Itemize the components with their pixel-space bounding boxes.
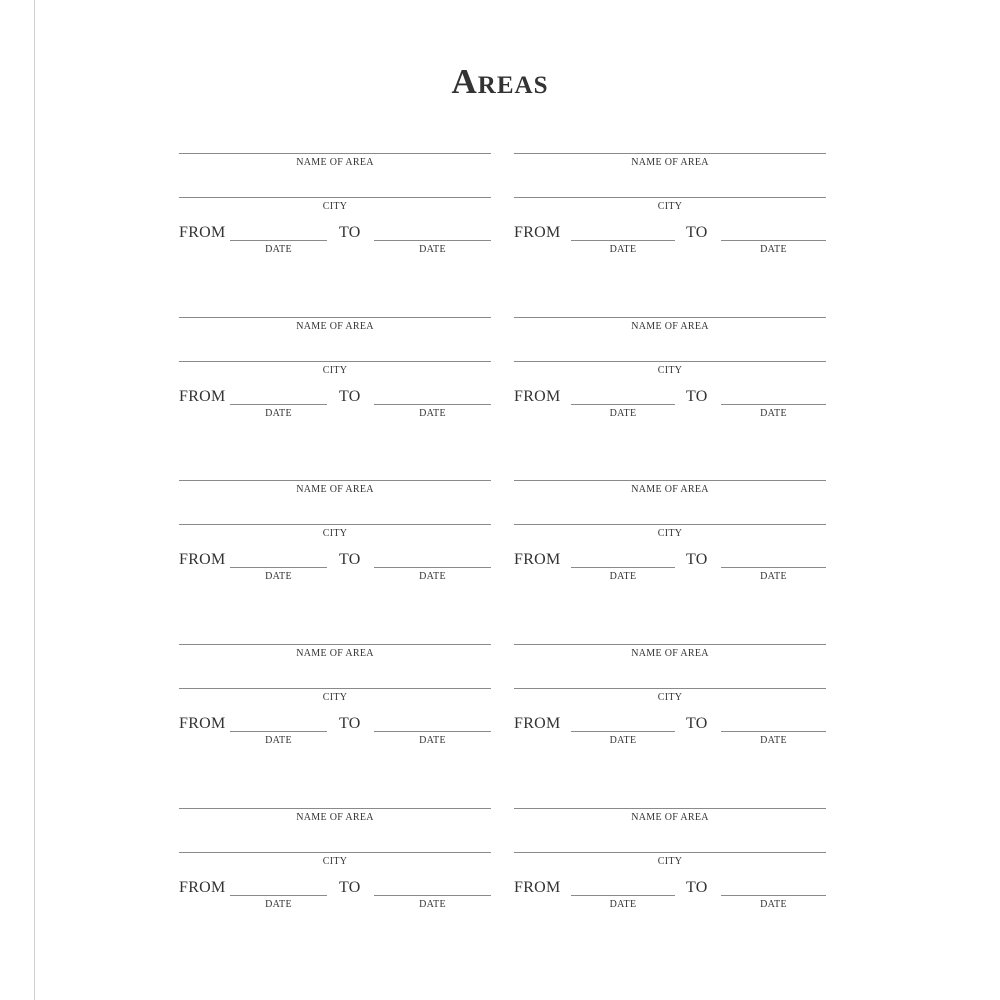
city-label: CITY <box>322 692 348 703</box>
from-date-field[interactable] <box>230 567 327 568</box>
from-label: FROM <box>514 715 561 732</box>
city-label: CITY <box>322 365 348 376</box>
page-title: Areas <box>451 62 549 101</box>
area-entry <box>179 480 491 590</box>
from-date-label: DATE <box>265 408 292 419</box>
from-label: FROM <box>514 879 561 896</box>
to-date-label: DATE <box>760 408 787 419</box>
to-date-label: DATE <box>419 408 446 419</box>
to-date-field[interactable] <box>721 731 826 732</box>
from-date-label: DATE <box>609 244 637 255</box>
to-date-label: DATE <box>419 244 446 255</box>
from-date-field[interactable] <box>230 240 327 241</box>
from-label: FROM <box>179 551 226 568</box>
to-label: TO <box>686 388 708 405</box>
city-field[interactable] <box>514 197 826 198</box>
name-of-area-field[interactable] <box>514 317 826 318</box>
from-date-field[interactable] <box>571 895 675 896</box>
city-field[interactable] <box>179 197 491 198</box>
to-label: TO <box>686 715 708 732</box>
name-of-area-label: NAME OF AREA <box>296 321 374 332</box>
to-date-field[interactable] <box>374 240 491 241</box>
city-label: CITY <box>657 201 683 212</box>
area-entry <box>514 153 826 263</box>
to-date-field[interactable] <box>721 404 826 405</box>
from-label: FROM <box>514 551 561 568</box>
city-label: CITY <box>657 528 683 539</box>
to-label: TO <box>339 879 361 896</box>
name-of-area-field[interactable] <box>179 808 491 809</box>
to-label: TO <box>339 388 361 405</box>
city-field[interactable] <box>179 852 491 853</box>
from-date-label: DATE <box>609 735 637 746</box>
to-date-field[interactable] <box>721 567 826 568</box>
city-field[interactable] <box>514 852 826 853</box>
to-date-field[interactable] <box>374 895 491 896</box>
city-field[interactable] <box>179 361 491 362</box>
name-of-area-label: NAME OF AREA <box>296 484 374 495</box>
city-label: CITY <box>657 856 683 867</box>
from-label: FROM <box>514 224 561 241</box>
from-date-label: DATE <box>265 899 292 910</box>
area-entry <box>514 644 826 754</box>
name-of-area-field[interactable] <box>179 317 491 318</box>
from-date-label: DATE <box>609 899 637 910</box>
from-date-field[interactable] <box>571 567 675 568</box>
from-label: FROM <box>179 388 226 405</box>
from-date-field[interactable] <box>230 895 327 896</box>
to-date-label: DATE <box>419 735 446 746</box>
name-of-area-label: NAME OF AREA <box>296 157 374 168</box>
name-of-area-field[interactable] <box>179 644 491 645</box>
to-label: TO <box>339 224 361 241</box>
to-date-field[interactable] <box>721 895 826 896</box>
name-of-area-label: NAME OF AREA <box>631 157 709 168</box>
city-label: CITY <box>657 365 683 376</box>
to-date-field[interactable] <box>374 567 491 568</box>
to-date-field[interactable] <box>721 240 826 241</box>
from-date-field[interactable] <box>571 404 675 405</box>
name-of-area-label: NAME OF AREA <box>631 321 709 332</box>
name-of-area-field[interactable] <box>514 644 826 645</box>
city-label: CITY <box>322 528 348 539</box>
name-of-area-field[interactable] <box>179 480 491 481</box>
to-date-label: DATE <box>419 571 446 582</box>
area-entry <box>514 480 826 590</box>
from-date-field[interactable] <box>230 404 327 405</box>
page-edge-divider <box>34 0 35 1000</box>
to-label: TO <box>339 551 361 568</box>
city-label: CITY <box>657 692 683 703</box>
name-of-area-label: NAME OF AREA <box>631 484 709 495</box>
city-field[interactable] <box>514 361 826 362</box>
city-field[interactable] <box>514 688 826 689</box>
from-label: FROM <box>179 879 226 896</box>
city-label: CITY <box>322 856 348 867</box>
name-of-area-label: NAME OF AREA <box>631 648 709 659</box>
area-entry <box>514 808 826 918</box>
to-date-label: DATE <box>760 571 787 582</box>
area-entry <box>514 317 826 427</box>
from-label: FROM <box>179 224 226 241</box>
area-entry <box>179 808 491 918</box>
from-date-field[interactable] <box>571 240 675 241</box>
from-date-label: DATE <box>609 408 637 419</box>
area-entry <box>179 644 491 754</box>
name-of-area-field[interactable] <box>514 480 826 481</box>
to-label: TO <box>339 715 361 732</box>
name-of-area-field[interactable] <box>514 153 826 154</box>
city-label: CITY <box>322 201 348 212</box>
name-of-area-label: NAME OF AREA <box>296 812 374 823</box>
to-date-label: DATE <box>760 244 787 255</box>
to-label: TO <box>686 224 708 241</box>
from-label: FROM <box>514 388 561 405</box>
name-of-area-label: NAME OF AREA <box>631 812 709 823</box>
to-date-field[interactable] <box>374 404 491 405</box>
to-date-label: DATE <box>760 899 787 910</box>
to-date-label: DATE <box>760 735 787 746</box>
from-date-label: DATE <box>265 571 292 582</box>
from-date-field[interactable] <box>230 731 327 732</box>
name-of-area-field[interactable] <box>514 808 826 809</box>
name-of-area-label: NAME OF AREA <box>296 648 374 659</box>
area-entry <box>179 153 491 263</box>
city-field[interactable] <box>179 688 491 689</box>
to-label: TO <box>686 551 708 568</box>
from-date-label: DATE <box>265 735 292 746</box>
from-date-label: DATE <box>609 571 637 582</box>
name-of-area-field[interactable] <box>179 153 491 154</box>
city-field[interactable] <box>514 524 826 525</box>
to-date-field[interactable] <box>374 731 491 732</box>
from-date-field[interactable] <box>571 731 675 732</box>
to-label: TO <box>686 879 708 896</box>
from-label: FROM <box>179 715 226 732</box>
city-field[interactable] <box>179 524 491 525</box>
area-entry <box>179 317 491 427</box>
to-date-label: DATE <box>419 899 446 910</box>
from-date-label: DATE <box>265 244 292 255</box>
